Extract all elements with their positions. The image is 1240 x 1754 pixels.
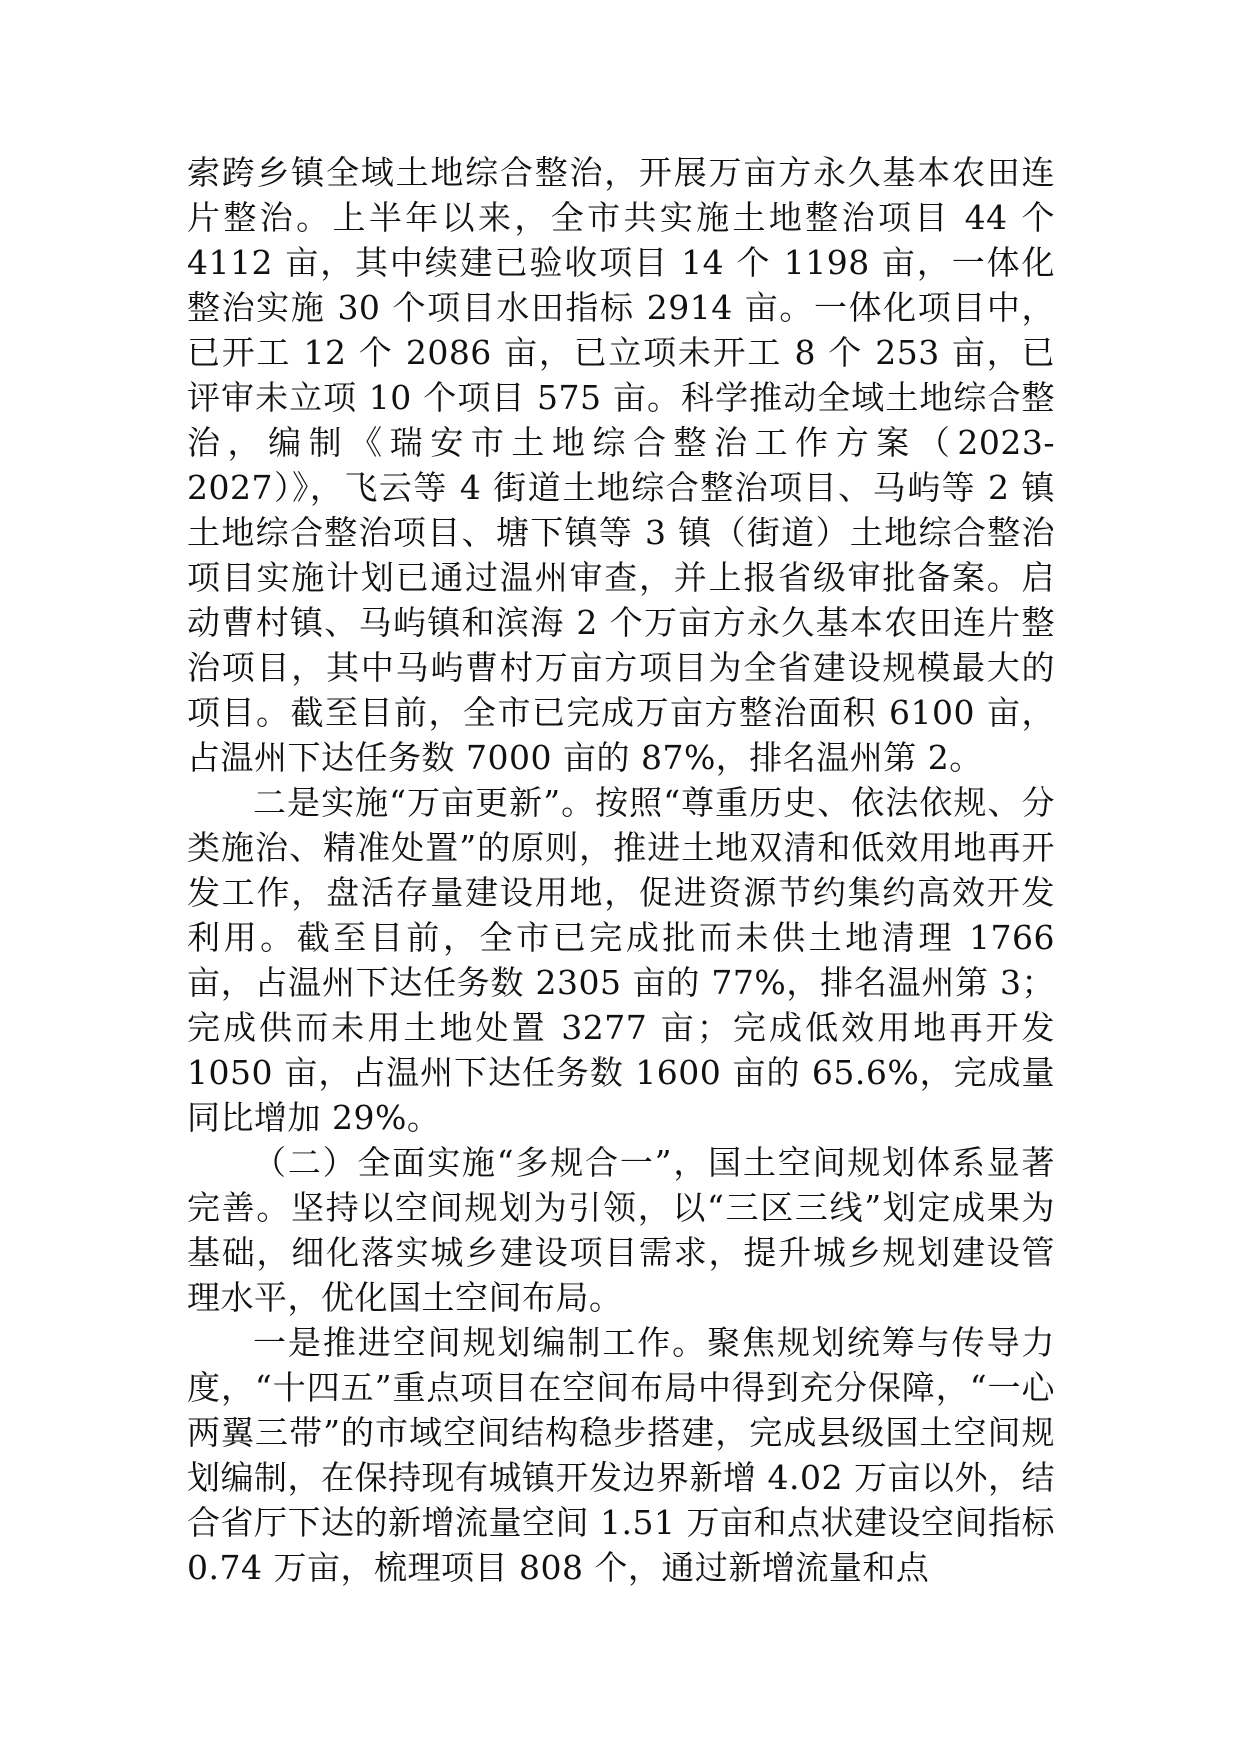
paragraph-multi-plan: （二）全面实施“多规合一”，国土空间规划体系显著完善。坚持以空间规划为引领，以“三区三线”划定成果为基础，细化落实城乡建设项目需求，提升城乡规划建设管理水平，优化国土空间布局。 xyxy=(187,1143,1055,1317)
paragraph-renewal: 二是实施“万亩更新”。按照“尊重历史、依法依规、分类施治、精准处置”的原则，推进土地双清和低效用地再开发工作，盘活存量建设用地，促进资源节约集约高效开发利用。截至目前，全市已完成批而未供土地清理 1766 亩，占温州下达任务数 2305 亩的 77%，排名温州第 3；完成供而未用土地处置 3277 亩；完成低效用地再开发 1050 亩，占温州下达任务数 1600 亩的 65.6%，完成量同比增加 29%。 xyxy=(187,783,1055,1137)
document-body xyxy=(187,150,1055,1590)
paragraph-land-consolidation: 索跨乡镇全域土地综合整治，开展万亩方永久基本农田连片整治。上半年以来，全市共实施土地整治项目 44 个 4112 亩，其中续建已验收项目 14 个 1198 亩，一体化整治实施 30 个项目水田指标 2914 亩。一体化项目中，已开工 12 个 2086 亩，已立项未开工 8 个 253 亩，已评审未立项 10 个项目 575 亩。科学推动全域土地综合整治，编制《瑞安市土地综合整治工作方案（2023-2027）》，飞云等 4 街道土地综合整治项目、马屿等 2 镇土地综合整治项目、塘下镇等 3 镇（街道）土地综合整治项目实施计划已通过温州审查，并上报省级审批备案。启动曹村镇、马屿镇和滨海 2 个万亩方永久基本农田连片整治项目，其中马屿曹村万亩方项目为全省建设规模最大的项目。截至目前，全市已完成万亩方整治面积 6100 亩，占温州下达任务数 7000 亩的 87%，排名温州第 2。 xyxy=(187,153,1055,777)
paragraph-spatial-planning: 一是推进空间规划编制工作。聚焦规划统筹与传导力度，“十四五”重点项目在空间布局中得到充分保障，“一心两翼三带”的市域空间结构稳步搭建，完成县级国土空间规划编制，在保持现有城镇开发边界新增 4.02 万亩以外，结合省厅下达的新增流量空间 1.51 万亩和点状建设空间指标 0.74 万亩，梳理项目 808 个，通过新增流量和点 xyxy=(187,1323,1055,1587)
